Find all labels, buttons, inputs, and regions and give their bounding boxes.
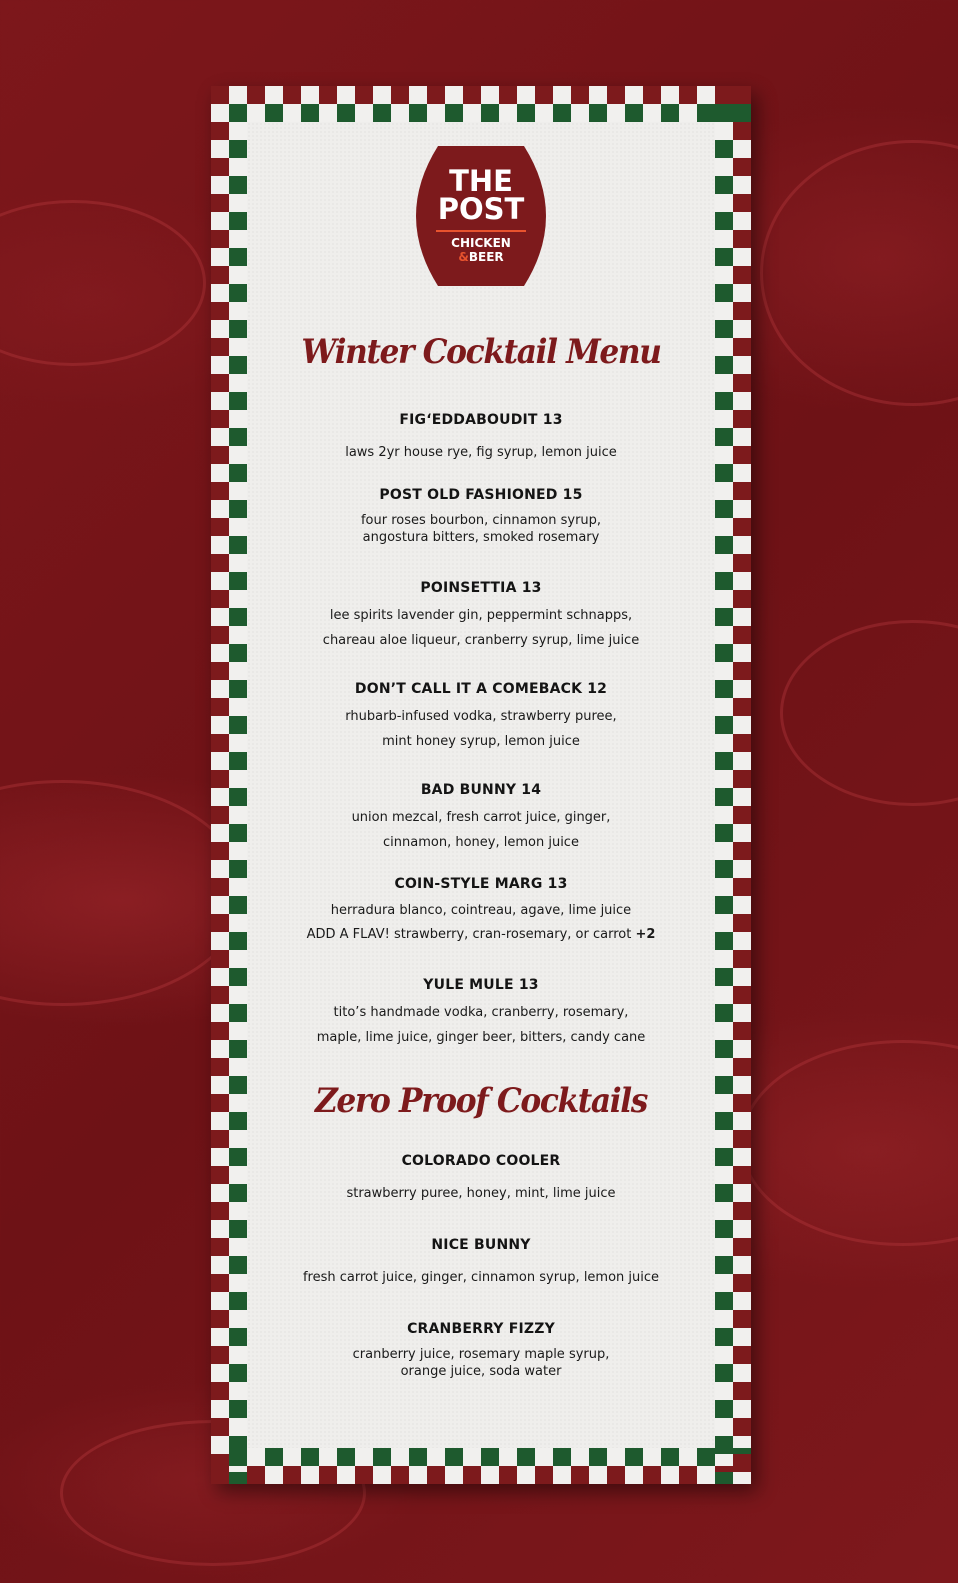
item-description: cranberry juice, rosemary maple syrup, xyxy=(352,1347,610,1362)
item-name: FIG‘EDDABOUDIT 13 xyxy=(399,412,563,428)
winter-cocktail-title: Winter Cocktail Menu xyxy=(301,332,661,372)
item-description: angostura bitters, smoked rosemary xyxy=(362,530,600,545)
logo-line-chicken: CHICKEN xyxy=(451,236,511,250)
menu-card xyxy=(211,86,751,1484)
item-description: mint honey syrup, lemon juice xyxy=(382,734,580,749)
item-name: CRANBERRY FIZZY xyxy=(407,1321,555,1337)
item-description: chareau aloe liqueur, cranberry syrup, lime juice xyxy=(322,633,640,648)
background-swirl xyxy=(740,1040,958,1246)
item-addon-line xyxy=(211,923,751,947)
logo-line-beer xyxy=(416,250,546,264)
menu-item xyxy=(211,976,751,1050)
item-name: DON’T CALL IT A COMEBACK 12 xyxy=(354,681,608,697)
menu-item xyxy=(211,579,751,653)
menu-item xyxy=(211,1236,751,1288)
menu-item xyxy=(211,486,751,546)
item-description: herradura blanco, cointreau, agave, lime juice xyxy=(330,903,632,918)
item-description: maple, lime juice, ginger beer, bitters, candy cane xyxy=(316,1030,646,1045)
menu-item xyxy=(211,1152,751,1204)
item-name: YULE MULE 13 xyxy=(423,977,539,993)
item-name: POST OLD FASHIONED 15 xyxy=(379,487,583,503)
item-addon-price: +2 xyxy=(635,927,656,942)
background-swirl xyxy=(0,780,246,1006)
menu-item xyxy=(211,1320,751,1380)
menu-item xyxy=(211,875,751,947)
item-description: tito’s handmade vodka, cranberry, rosemary, xyxy=(333,1005,629,1020)
menu-item xyxy=(211,680,751,754)
logo-line-post: POST xyxy=(437,192,525,226)
menu-item xyxy=(211,411,751,463)
item-description: lee spirits lavender gin, peppermint schnapps, xyxy=(329,608,633,623)
item-name: COLORADO COOLER xyxy=(401,1153,561,1169)
item-description: union mezcal, fresh carrot juice, ginger, xyxy=(351,810,611,825)
item-description: four roses bourbon, cinnamon syrup, xyxy=(360,513,602,528)
background-swirl xyxy=(0,200,206,366)
item-name: POINSETTIA 13 xyxy=(420,580,542,596)
item-description: rhubarb-infused vodka, strawberry puree, xyxy=(345,709,617,724)
logo-ampersand: & xyxy=(458,250,469,264)
item-description: fresh carrot juice, ginger, cinnamon syrup, lemon juice xyxy=(302,1270,660,1285)
item-description: strawberry puree, honey, mint, lime juice xyxy=(346,1186,616,1201)
item-name: COIN-STYLE MARG 13 xyxy=(394,876,568,892)
background-swirl xyxy=(760,140,958,406)
zero-proof-title: Zero Proof Cocktails xyxy=(314,1081,648,1121)
item-name: BAD BUNNY 14 xyxy=(420,782,542,798)
logo-line-the: THE xyxy=(449,164,513,198)
item-addon-text: ADD A FLAV! strawberry, cran-rosemary, or carrot xyxy=(306,927,632,942)
item-description: cinnamon, honey, lemon juice xyxy=(383,835,579,850)
item-name: NICE BUNNY xyxy=(431,1237,531,1253)
logo-divider xyxy=(436,230,526,232)
menu-item xyxy=(211,781,751,855)
item-description: laws 2yr house rye, fig syrup, lemon juice xyxy=(345,445,617,460)
item-description: orange juice, soda water xyxy=(400,1364,562,1379)
the-post-logo xyxy=(416,146,546,286)
logo-beer-text: BEER xyxy=(468,250,504,264)
background-swirl xyxy=(780,620,958,806)
